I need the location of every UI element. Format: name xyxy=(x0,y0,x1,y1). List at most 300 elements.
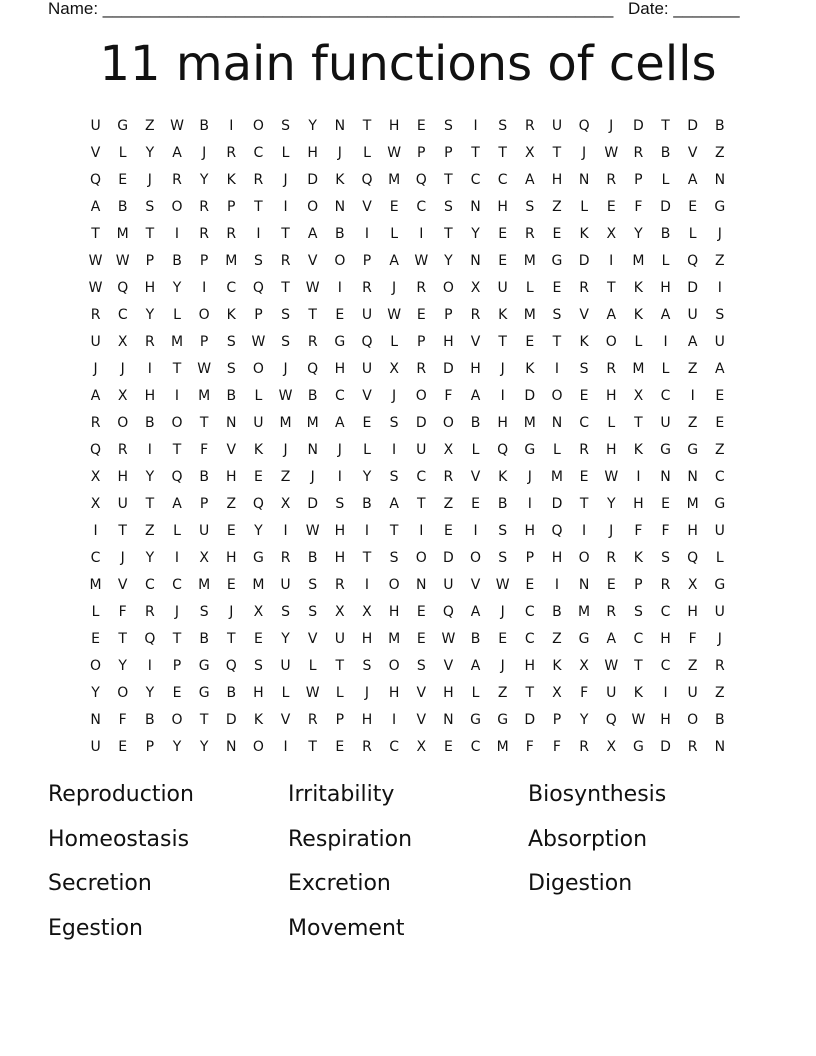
grid-letter: L xyxy=(661,361,670,377)
grid-letter: K xyxy=(253,442,263,458)
grid-letter: K xyxy=(633,442,643,458)
grid-letter: R xyxy=(579,739,589,755)
grid-letter: I xyxy=(717,280,722,296)
grid-letter: B xyxy=(715,712,725,728)
grid-letter: S xyxy=(389,469,399,485)
grid-letter: H xyxy=(388,118,400,134)
grid-letter: A xyxy=(172,496,182,512)
grid-letter: Y xyxy=(281,631,290,647)
grid-letter: T xyxy=(498,334,507,350)
grid-letter: I xyxy=(663,334,668,350)
grid-letter: W xyxy=(197,361,212,377)
grid-letter: E xyxy=(688,199,698,215)
grid-letter: O xyxy=(442,415,454,431)
grid-letter: S xyxy=(443,118,453,134)
grid-letter: J xyxy=(500,361,505,377)
grid-letter: E xyxy=(498,631,508,647)
grid-letter: U xyxy=(361,307,373,323)
grid-letter: O xyxy=(90,658,102,674)
grid-letter: V xyxy=(470,577,481,593)
word-list-item: Reproduction xyxy=(48,782,194,807)
grid-letter: Z xyxy=(443,496,454,512)
grid-letter: N xyxy=(226,739,237,755)
grid-letter: J xyxy=(93,361,98,377)
grid-row xyxy=(82,437,733,464)
grid-letter: Q xyxy=(551,523,563,539)
grid-letter: E xyxy=(253,631,263,647)
grid-letter: U xyxy=(551,118,563,134)
grid-letter: P xyxy=(199,496,209,512)
grid-letter: S xyxy=(579,361,589,377)
grid-letter: Q xyxy=(144,631,156,647)
grid-letter: Q xyxy=(442,604,454,620)
grid-letter: M xyxy=(523,253,536,269)
grid-letter: J xyxy=(717,226,722,242)
grid-letter: I xyxy=(174,226,180,242)
grid-letter: A xyxy=(335,415,345,431)
grid-letter: F xyxy=(118,712,127,728)
grid-letter: R xyxy=(470,307,481,323)
grid-letter: H xyxy=(334,523,346,539)
grid-letter: P xyxy=(172,658,182,674)
grid-letter: W xyxy=(278,388,293,404)
word-list-item: Homeostasis xyxy=(48,826,190,852)
grid-letter: D xyxy=(524,712,536,728)
grid-letter: E xyxy=(226,523,236,539)
grid-letter: W xyxy=(604,658,619,674)
grid-letter: X xyxy=(552,685,562,701)
grid-letter: X xyxy=(633,388,644,404)
grid-letter: Z xyxy=(497,685,508,701)
grid-letter: H xyxy=(660,712,671,728)
grid-letter: T xyxy=(118,631,127,647)
grid-letter: E xyxy=(525,334,535,350)
grid-letter: U xyxy=(416,442,427,458)
grid-letter: L xyxy=(471,442,480,458)
grid-letter: T xyxy=(308,307,317,323)
grid-letter: O xyxy=(442,280,454,296)
grid-letter: L xyxy=(634,334,643,350)
grid-letter: M xyxy=(89,577,102,593)
grid-letter: E xyxy=(525,577,535,593)
grid-letter: L xyxy=(661,253,670,269)
grid-letter: W xyxy=(305,523,320,539)
grid-letter: T xyxy=(145,496,155,512)
grid-letter: E xyxy=(172,685,182,701)
grid-letter: K xyxy=(226,307,236,323)
grid-letter: J xyxy=(500,658,505,674)
grid-letter: B xyxy=(226,685,237,701)
grid-letter: E xyxy=(91,631,100,647)
page-title: 11 main functions of cells xyxy=(99,36,717,92)
grid-letter: R xyxy=(280,550,291,566)
grid-row xyxy=(82,167,733,194)
grid-letter: L xyxy=(363,145,371,161)
grid-letter: Q xyxy=(687,253,699,269)
grid-letter: P xyxy=(444,145,453,161)
grid-letter: D xyxy=(415,415,427,431)
grid-letter: R xyxy=(199,226,209,242)
grid-letter: P xyxy=(634,577,643,593)
grid-letter: E xyxy=(606,199,616,215)
grid-letter: J xyxy=(283,442,288,458)
grid-letter: L xyxy=(580,199,588,215)
grid-letter: E xyxy=(253,469,263,485)
grid-letter: J xyxy=(120,550,125,566)
grid-letter: E xyxy=(498,253,508,269)
grid-letter: M xyxy=(632,361,645,377)
word-list-item: Irritability xyxy=(288,782,395,807)
grid-letter: R xyxy=(687,739,698,755)
grid-letter: T xyxy=(335,658,345,674)
grid-letter: C xyxy=(497,172,508,188)
grid-letter: L xyxy=(715,550,724,566)
grid-letter: I xyxy=(473,118,478,134)
grid-letter: Q xyxy=(307,361,319,377)
grid-letter: E xyxy=(118,739,128,755)
grid-letter: C xyxy=(416,199,427,215)
grid-letter: D xyxy=(551,496,563,512)
grid-letter: J xyxy=(283,361,288,377)
grid-letter: T xyxy=(145,226,155,242)
grid-letter: B xyxy=(660,145,671,161)
grid-letter: W xyxy=(495,577,510,593)
grid-letter: C xyxy=(144,577,155,593)
grid-letter: L xyxy=(254,388,263,404)
grid-letter: M xyxy=(225,253,238,269)
grid-letter: O xyxy=(252,118,264,134)
grid-letter: I xyxy=(174,388,180,404)
grid-letter: I xyxy=(283,523,288,539)
grid-letter: S xyxy=(661,550,670,566)
grid-letter: U xyxy=(280,577,291,593)
grid-letter: R xyxy=(307,712,318,728)
grid-letter: Z xyxy=(715,145,725,161)
grid-letter: R xyxy=(714,658,725,674)
grid-letter: F xyxy=(634,199,643,215)
grid-letter: N xyxy=(470,199,481,215)
grid-row xyxy=(82,383,733,410)
grid-letter: Z xyxy=(687,415,698,431)
grid-letter: C xyxy=(253,145,264,161)
grid-letter: H xyxy=(388,604,400,620)
grid-letter: R xyxy=(579,280,589,296)
grid-letter: S xyxy=(308,604,318,620)
grid-letter: H xyxy=(334,361,346,377)
grid-letter: D xyxy=(660,739,671,755)
grid-letter: B xyxy=(307,550,318,566)
grid-letter: R xyxy=(606,172,617,188)
grid-letter: M xyxy=(388,631,401,647)
grid-letter: C xyxy=(660,658,671,674)
grid-letter: X xyxy=(606,739,617,755)
grid-letter: P xyxy=(199,334,209,350)
grid-letter: N xyxy=(443,712,454,728)
grid-letter: D xyxy=(687,280,699,296)
worksheet-header xyxy=(48,0,748,20)
grid-letter: U xyxy=(253,415,264,431)
grid-letter: T xyxy=(416,496,426,512)
grid-letter: Y xyxy=(308,118,317,134)
grid-row xyxy=(82,653,733,680)
grid-letter: B xyxy=(470,415,481,431)
grid-letter: H xyxy=(551,550,563,566)
grid-letter: U xyxy=(606,685,617,701)
grid-letter: R xyxy=(226,145,237,161)
grid-letter: U xyxy=(714,523,725,539)
grid-letter: R xyxy=(280,253,291,269)
grid-row xyxy=(82,599,733,626)
grid-letter: S xyxy=(633,604,643,620)
word-list-item: Excretion xyxy=(288,871,391,896)
grid-letter: A xyxy=(307,226,318,242)
grid-letter: Q xyxy=(90,172,102,188)
grid-letter: P xyxy=(417,334,426,350)
grid-letter: T xyxy=(498,145,507,161)
grid-letter: U xyxy=(687,307,698,323)
grid-letter: V xyxy=(226,442,237,458)
grid-letter: M xyxy=(523,307,536,323)
grid-letter: B xyxy=(199,118,209,134)
grid-row xyxy=(82,707,733,734)
grid-letter: C xyxy=(90,550,101,566)
grid-letter: F xyxy=(200,442,209,458)
grid-letter: J xyxy=(120,361,125,377)
grid-letter: J xyxy=(283,172,288,188)
grid-letter: I xyxy=(419,523,424,539)
grid-letter: C xyxy=(579,415,589,431)
grid-letter: L xyxy=(91,604,100,620)
grid-row xyxy=(82,572,733,599)
grid-letter: Q xyxy=(361,172,373,188)
grid-row xyxy=(82,626,733,653)
grid-letter: W xyxy=(251,334,266,350)
grid-letter: Y xyxy=(606,496,616,512)
grid-letter: N xyxy=(470,253,481,269)
grid-letter: L xyxy=(173,307,181,323)
grid-letter: T xyxy=(552,334,562,350)
grid-letter: B xyxy=(199,469,209,485)
grid-letter: N xyxy=(416,577,427,593)
grid-letter: I xyxy=(256,226,261,242)
grid-letter: V xyxy=(90,145,101,161)
grid-letter: C xyxy=(524,604,535,620)
grid-letter: H xyxy=(307,145,318,161)
grid-letter: H xyxy=(524,658,536,674)
grid-letter: V xyxy=(362,199,372,215)
grid-letter: L xyxy=(363,442,371,458)
grid-row xyxy=(82,248,733,275)
grid-row xyxy=(82,491,733,518)
grid-letter: B xyxy=(362,496,372,512)
grid-letter: S xyxy=(498,523,508,539)
word-list-item: Secretion xyxy=(48,871,152,896)
grid-letter: N xyxy=(687,469,698,485)
grid-letter: O xyxy=(171,199,183,215)
grid-letter: D xyxy=(632,118,644,134)
grid-letter: C xyxy=(416,469,427,485)
grid-letter: W xyxy=(88,253,103,269)
grid-letter: E xyxy=(552,226,562,242)
grid-letter: A xyxy=(389,253,399,269)
grid-letter: N xyxy=(578,172,590,188)
grid-letter: W xyxy=(441,631,456,647)
grid-letter: T xyxy=(634,658,643,674)
grid-letter: H xyxy=(443,334,454,350)
grid-letter: B xyxy=(226,388,237,404)
grid-letter: A xyxy=(172,145,182,161)
grid-letter: U xyxy=(361,361,373,377)
grid-letter: W xyxy=(387,307,402,323)
grid-letter: F xyxy=(118,604,127,620)
grid-letter: Z xyxy=(687,658,698,674)
grid-letter: G xyxy=(714,496,726,512)
grid-letter: G xyxy=(198,658,210,674)
grid-letter: L xyxy=(688,226,697,242)
grid-letter: T xyxy=(172,361,182,377)
grid-letter: B xyxy=(497,496,508,512)
grid-row xyxy=(82,113,733,140)
grid-letter: W xyxy=(115,253,130,269)
grid-letter: Y xyxy=(362,469,372,485)
grid-letter: M xyxy=(306,415,319,431)
grid-letter: I xyxy=(364,523,370,539)
grid-letter: P xyxy=(145,739,155,755)
grid-letter: I xyxy=(337,280,342,296)
grid-letter: U xyxy=(280,658,291,674)
grid-letter: X xyxy=(335,604,345,620)
grid-row xyxy=(82,356,733,383)
word-list-item: Movement xyxy=(288,915,405,941)
grid-letter: L xyxy=(471,685,480,701)
grid-letter: R xyxy=(579,442,589,458)
grid-letter: R xyxy=(307,334,318,350)
grid-letter: B xyxy=(660,226,671,242)
grid-letter: Z xyxy=(226,496,237,512)
grid-letter: W xyxy=(305,685,320,701)
grid-letter: G xyxy=(660,442,671,458)
grid-letter: T xyxy=(362,550,372,566)
grid-letter: T xyxy=(308,739,317,755)
grid-letter: L xyxy=(281,685,290,701)
grid-letter: R xyxy=(144,334,155,350)
grid-letter: B xyxy=(552,604,562,620)
grid-letter: D xyxy=(225,712,237,728)
grid-letter: Z xyxy=(145,118,155,134)
grid-letter: T xyxy=(634,415,643,431)
grid-letter: X xyxy=(470,280,481,296)
grid-letter: B xyxy=(145,415,155,431)
grid-letter: T xyxy=(661,118,670,134)
grid-letter: A xyxy=(470,604,481,620)
grid-letter: B xyxy=(470,631,481,647)
grid-letter: K xyxy=(525,361,535,377)
grid-letter: R xyxy=(606,361,617,377)
grid-letter: I xyxy=(174,550,180,566)
grid-letter: T xyxy=(172,442,182,458)
grid-letter: I xyxy=(609,253,614,269)
grid-row xyxy=(82,545,733,572)
grid-letter: X xyxy=(525,145,535,161)
grid-letter: E xyxy=(661,496,670,512)
grid-letter: M xyxy=(388,172,401,188)
grid-letter: C xyxy=(334,388,345,404)
grid-letter: C xyxy=(633,631,644,647)
grid-letter: Q xyxy=(117,280,129,296)
grid-letter: S xyxy=(253,658,263,674)
grid-letter: Y xyxy=(199,739,209,755)
grid-letter: H xyxy=(633,496,644,512)
grid-letter: W xyxy=(387,145,402,161)
grid-letter: V xyxy=(416,685,427,701)
grid-letter: O xyxy=(415,388,427,404)
grid-letter: B xyxy=(145,712,155,728)
grid-letter: A xyxy=(389,496,399,512)
grid-letter: D xyxy=(660,199,671,215)
grid-letter: A xyxy=(90,388,101,404)
grid-letter: N xyxy=(714,739,726,755)
grid-letter: D xyxy=(307,496,319,512)
grid-letter: I xyxy=(364,226,370,242)
grid-letter: P xyxy=(362,253,372,269)
grid-letter: Q xyxy=(687,550,699,566)
grid-row xyxy=(82,329,733,356)
grid-letter: Q xyxy=(605,712,617,728)
grid-letter: A xyxy=(687,172,698,188)
grid-letter: R xyxy=(524,118,535,134)
grid-letter: C xyxy=(660,604,671,620)
grid-letter: D xyxy=(578,253,590,269)
grid-letter: G xyxy=(714,199,726,215)
grid-letter: A xyxy=(606,631,617,647)
grid-letter: V xyxy=(307,631,318,647)
grid-letter: T xyxy=(226,631,236,647)
grid-letter: U xyxy=(90,118,101,134)
grid-letter: R xyxy=(199,199,209,215)
grid-letter: Z xyxy=(552,631,562,647)
grid-letter: I xyxy=(147,658,152,674)
grid-letter: H xyxy=(388,685,400,701)
grid-letter: E xyxy=(362,415,372,431)
grid-letter: I xyxy=(93,523,98,539)
grid-letter: X xyxy=(687,577,698,593)
grid-letter: P xyxy=(525,550,535,566)
grid-letter: R xyxy=(416,280,427,296)
grid-letter: T xyxy=(118,523,127,539)
grid-letter: H xyxy=(687,523,698,539)
grid-letter: C xyxy=(389,739,399,755)
grid-letter: R xyxy=(90,415,101,431)
grid-letter: T xyxy=(199,712,209,728)
grid-letter: Q xyxy=(252,280,264,296)
grid-letter: C xyxy=(117,307,128,323)
grid-letter: K xyxy=(552,658,562,674)
grid-letter: T xyxy=(525,685,535,701)
grid-letter: Y xyxy=(199,172,209,188)
grid-letter: C xyxy=(524,631,535,647)
grid-letter: T xyxy=(362,118,372,134)
grid-letter: R xyxy=(90,307,101,323)
grid-letter: I xyxy=(527,496,532,512)
grid-letter: X xyxy=(199,550,209,566)
grid-letter: V xyxy=(307,253,318,269)
grid-letter: L xyxy=(390,334,399,350)
grid-letter: R xyxy=(172,172,182,188)
grid-letter: S xyxy=(308,577,318,593)
grid-row xyxy=(82,680,733,707)
grid-letter: J xyxy=(609,118,614,134)
grid-letter: U xyxy=(117,496,128,512)
